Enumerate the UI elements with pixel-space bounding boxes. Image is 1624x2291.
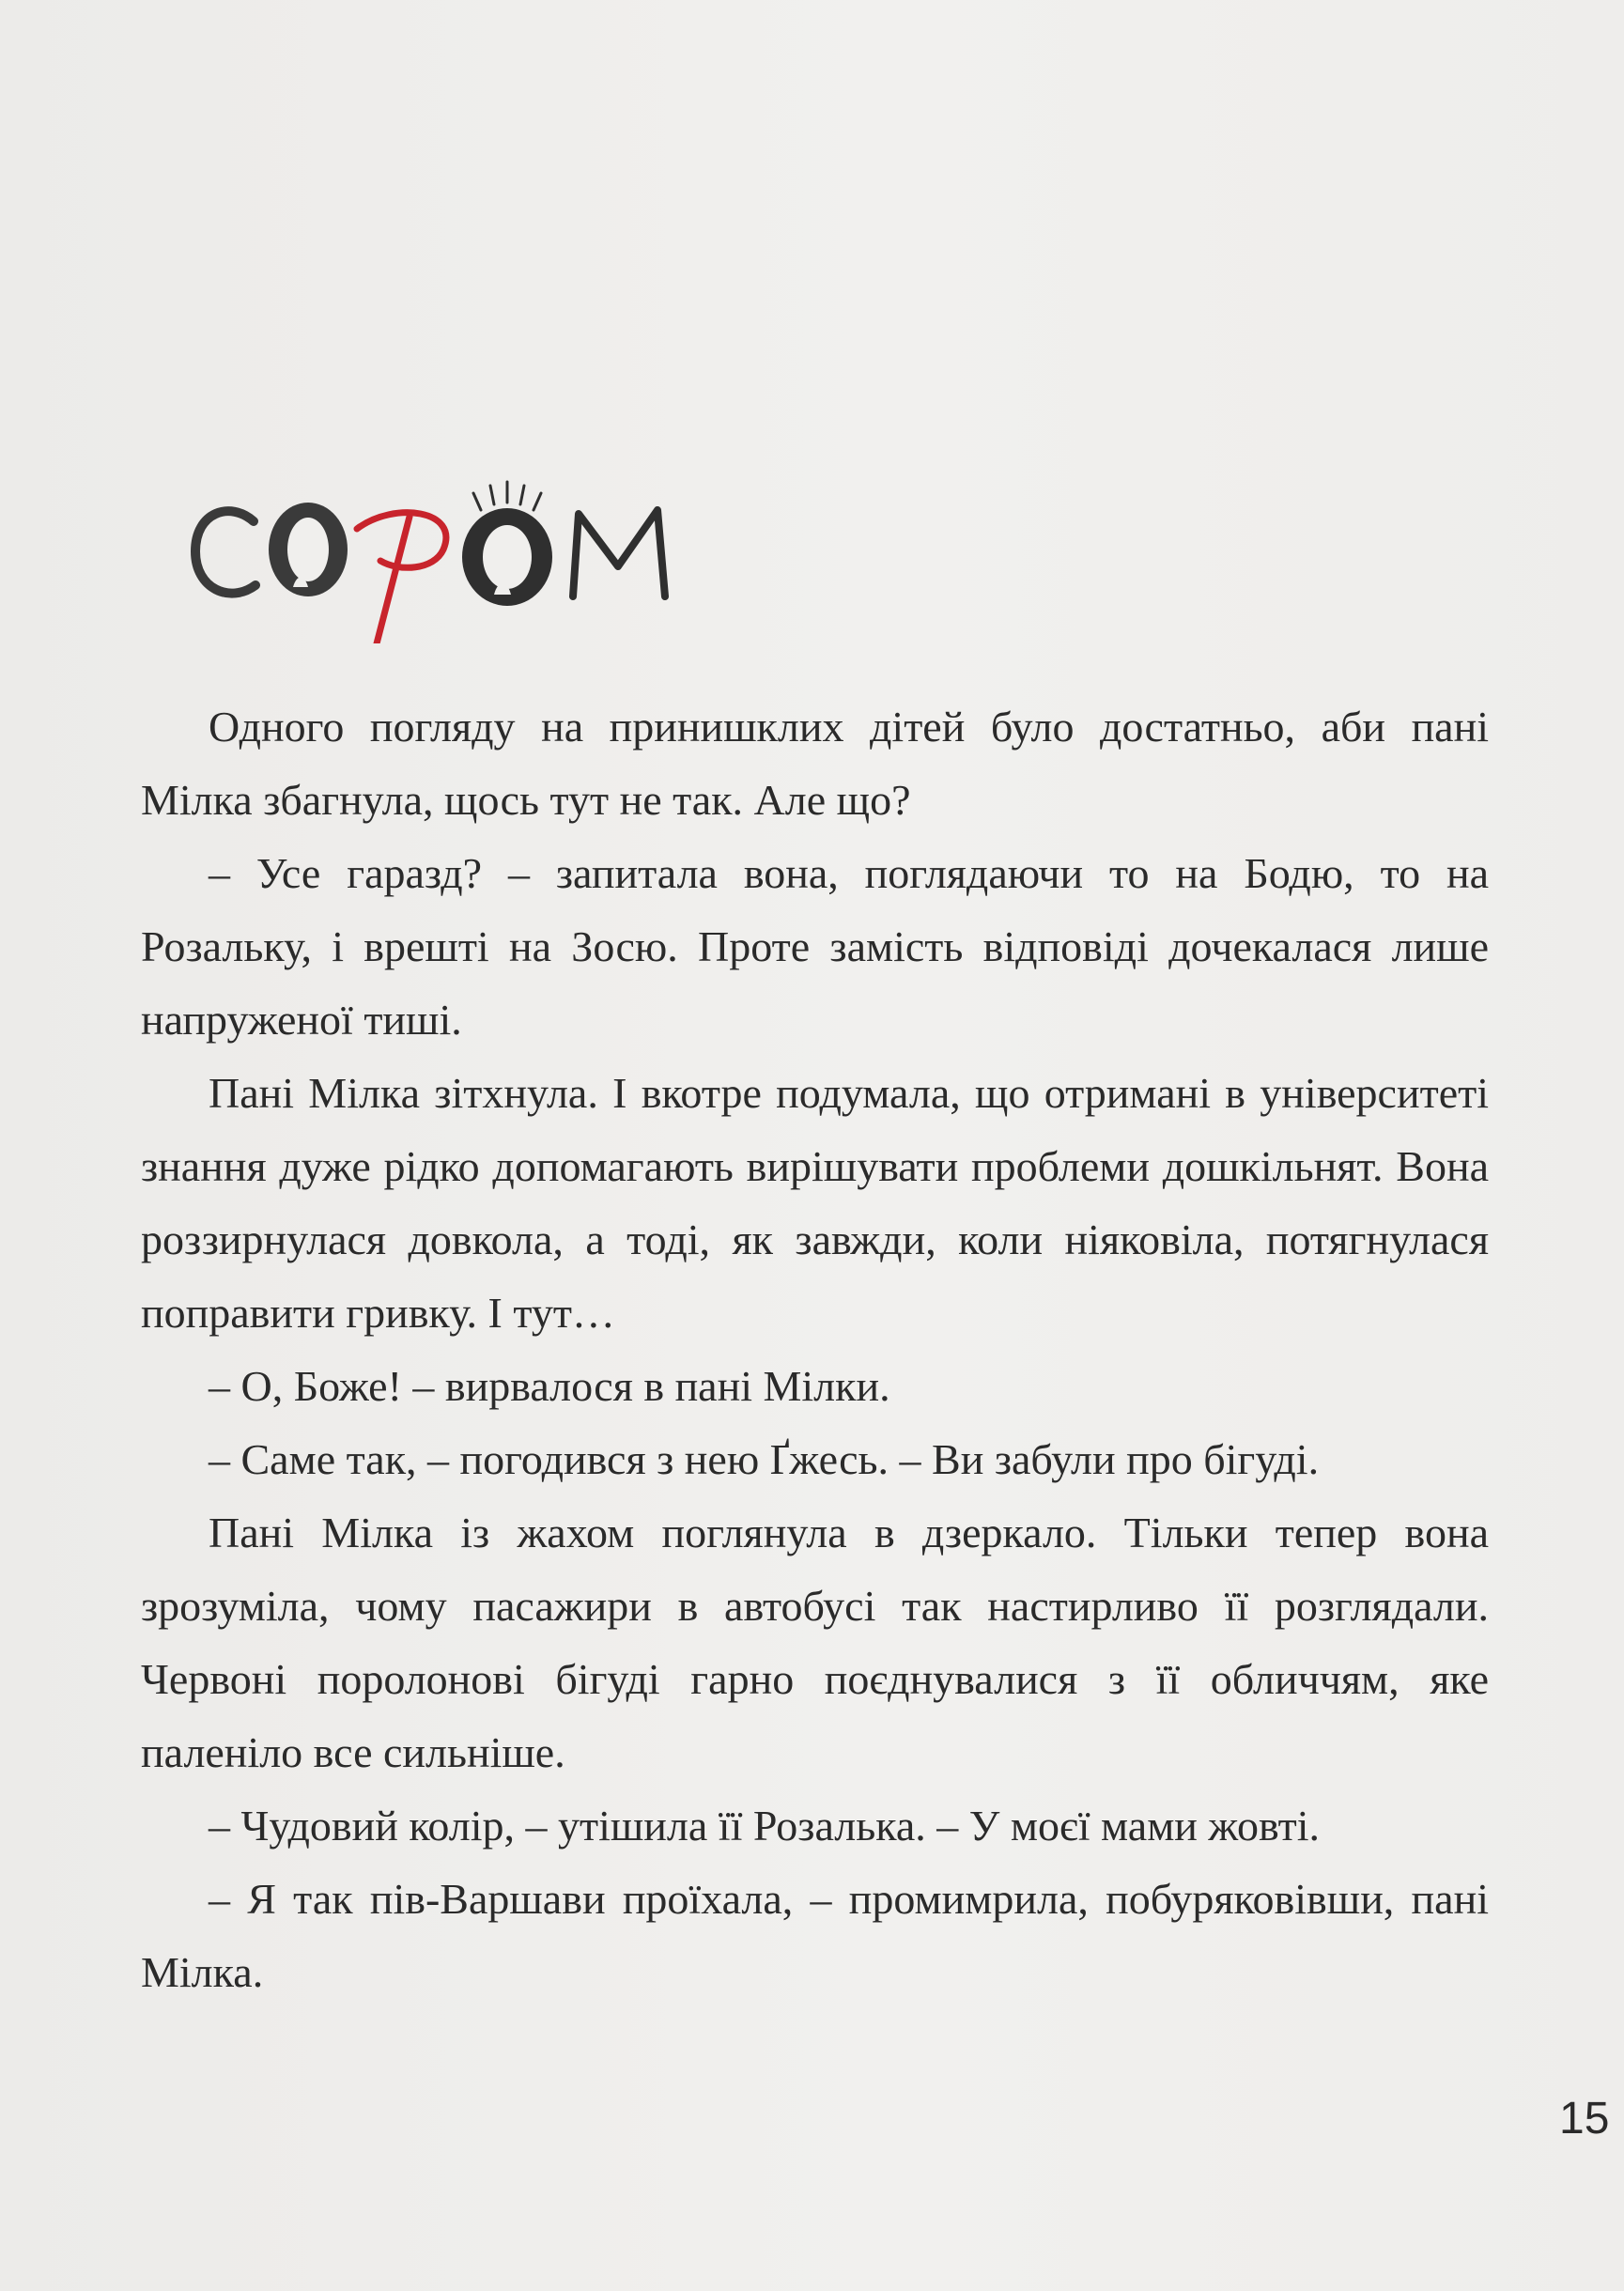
paragraph: – О, Боже! – вирвалося в пані Мілки. — [209, 1362, 890, 1410]
chapter-title-text: СОРОМ — [188, 456, 192, 457]
paragraph: – Чудовий колір, – утішила її Розалька. – У моєї мами жовті. — [209, 1802, 1321, 1850]
paragraph: Пані Мілка зітхнула. І вкотре подумала, що отримані в університеті знання дуже рідко допомагають вирішувати проблеми дошкільнят. Вона роззирнулася довкола, а тоді, як завжди, коли ніяковіла, потягнулася поправити гривку. І тут… — [141, 1069, 1489, 1337]
chapter-title-lettering — [188, 456, 733, 643]
paragraph: Пані Мілка із жахом поглянула в дзеркало. Тільки тепер вона зрозуміла, чому пасажири в автобусі так настирливо її розглядали. Червоні поролонові бігуді гарно поєднувалися з її обличчям, яке паленіло все сильніше. — [141, 1509, 1489, 1776]
paragraph: – Я так пів-Варшави проїхала, – промимрила, побуряковівши, пані Мілка. — [141, 1875, 1489, 1996]
paragraph: – Саме так, – погодився з нею Ґжесь. – Ви забули про бігуді. — [209, 1435, 1320, 1483]
body-text — [141, 690, 1489, 2009]
page-number: 15 — [1559, 2094, 1610, 2144]
paragraph: Одного погляду на принишклих дітей було достатньо, аби пані Мілка збагнула, щось тут не так. Але що? — [141, 703, 1489, 824]
paragraph: – Усе гаразд? – запитала вона, поглядаючи то на Бодю, то на Розальку, і врешті на Зосю. Проте замість відповіді дочекалася лише напруженої тиші. — [141, 849, 1489, 1044]
